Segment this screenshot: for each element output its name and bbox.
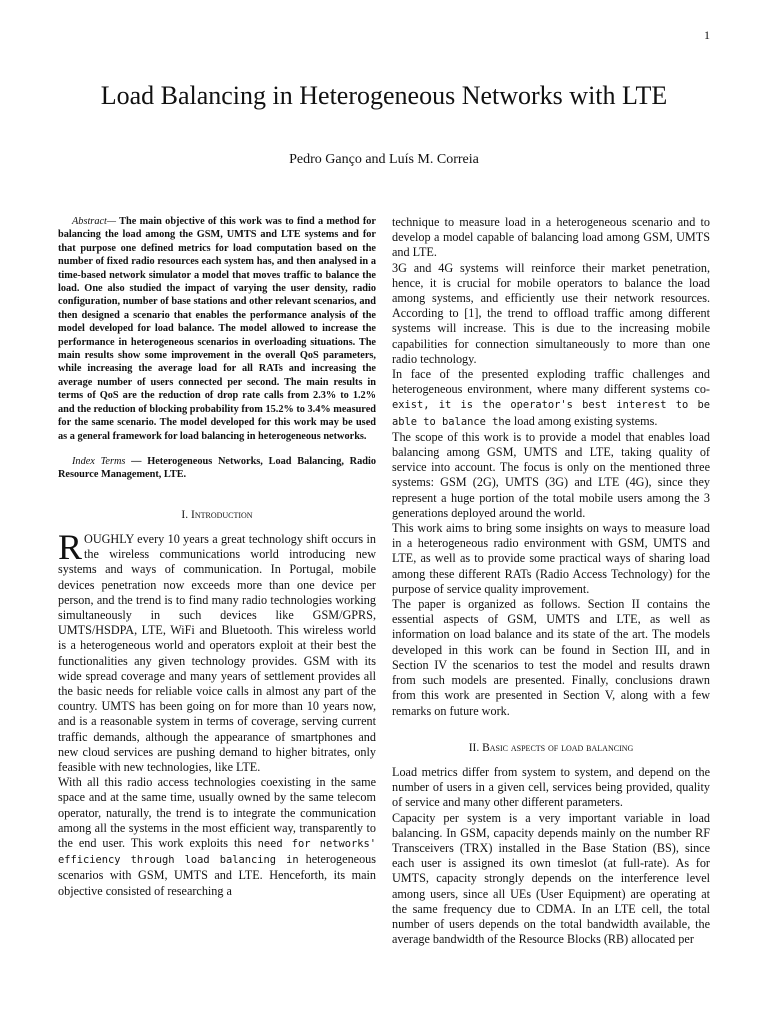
right-paragraph-8: Capacity per system is a very important variable in load balancing. In GSM, capacity depends mainly on the number RF Transceivers (TRX) installed in the Base Station (BS), since each user is assigned its own timeslot (at full-rate). As for UMTS, capacity strongly depends on the interference level among users, since all UEs (User Equipment) are operating at the same frequency due to CDMA. In an LTE cell, the total number of users depends on the total bandwidth available, the average bandwidth of the Resource Blocks (RB) allocated per	[392, 810, 710, 947]
authors: Pedro Ganço and Luís M. Correia	[289, 152, 479, 167]
right-paragraph-3a: In face of the presented exploding traffic challenges and heterogeneous environment, where many different systems co-	[392, 367, 710, 397]
right-paragraph-3c: load among existing systems.	[513, 413, 658, 428]
intro-paragraph-2a: With all this radio access technologies coexisting in the same space and at the same time, usually owned by the same telecom operator, naturally, the trend is to integrate the communication among all the systems in the most efficient way, transparently to the end user. This work exploits this	[58, 775, 376, 850]
index-terms-lead: Index Terms	[72, 455, 126, 467]
section-heading-introduction	[58, 508, 376, 523]
right-paragraph-3b: exist, it is the operator's best interest to be able to balance the	[392, 399, 710, 428]
section2-title: Basic aspects of load balancing	[482, 741, 634, 754]
section-numeral: I.	[181, 508, 191, 521]
section-title: Introduction	[190, 508, 253, 521]
intro-paragraph-2b: need for networks' efficiency through load balancing in	[58, 837, 377, 867]
drop-cap: R	[58, 526, 83, 567]
section-heading-basic-aspects	[392, 741, 710, 756]
intro-paragraph-2c: heterogeneous scenarios with GSM, UMTS and LTE. Henceforth, its main objective consisted of researching a	[58, 852, 376, 898]
right-column	[392, 215, 710, 947]
index-terms	[58, 455, 376, 482]
right-paragraph-7: Load metrics differ from system to system, and depend on the number of users in a given cell, services being provided, quality of service and many other different parameters.	[392, 764, 710, 810]
intro-paragraph-2	[58, 775, 376, 899]
left-column	[58, 215, 376, 899]
right-paragraph-3	[392, 367, 710, 430]
right-paragraph-5: This work aims to bring some insights on ways to measure load in a heterogeneous radio environment with GSM, UMTS and LTE, as well as to provide some practical ways of sharing load among these different RATs (Radio Access Technology) for the purpose of service quality improvement.	[392, 521, 710, 596]
intro-paragraph-1-text: OUGHLY every 10 years a great technology shift occurs in the wireless communications world introducing new systems and ways of communication. In Portugal, mobile devices penetration now exceeds more than one device per person, and the trend is to find many radio technologies working simultaneously in such devices like GSM/GPRS, UMTS/HSDPA, LTE, WiFi and Bluetooth. This wireless world is a heterogeneous world and operators exploit at their best the functionalities any given technology provides. GSM with its wide spread coverage and many years of settlement provides all the basic needs for reliable voice calls in almost any part of the country. UMTS has been going on for more than 10 years now, and is a reasonable system in terms of coverage, serving current traffic demands, although the appearance of smartphones and new cloud services are pushing demand to higher bitrates, only feasible with new technologies, like LTE.	[58, 531, 376, 774]
abstract	[58, 215, 376, 443]
right-paragraph-2: 3G and 4G systems will reinforce their market penetration, hence, it is crucial for mobile operators to balance the load among systems, and efficiently use their network resources. According to [1], the trend to offload traffic among different systems will increase. This is due to the increasing mobile capabilities for connection simultaneously to more than one radio technology.	[392, 260, 710, 366]
abstract-lead: Abstract—	[72, 216, 117, 227]
abstract-text: The main objective of this work was to find a method for balancing the load among the GSM, UMTS and LTE systems and for that purpose one defined metrics for load computation based on the number of fixed radio resources each system has, and then analysed in a time-based network simulator a model that moves traffic to balance the load. One also studied the impact of varying the user density, radio configuration, number of base stations and other relevant scenarios, and then designed a scenario that enables the performance analysis of the model developed for load balance. The model allowed to increase the performance in heterogeneous scenarios in overloading situations. The main results show some improvement in the overall QoS parameters, while increasing the average load for all RATs and increasing the average number of users connected per second. The main results in terms of QoS are the reduction of drop rate calls from 2.3% to 1.2% and the reduction of blocking probability from 15.2% to 3.4% measured for the same scenario. The model developed for this work may be used as a general framework for load balancing in heterogeneous networks.	[58, 216, 376, 442]
right-paragraph-6: The paper is organized as follows. Section II contains the essential aspects of GSM, UMTS and LTE, as well as information on load balance and its state of the art. The models developed in this work can be found in Section III, and in Section IV the scenarios to test the model and results drawn from such models are presented. Finally, conclusions drawn from this work are presented in Section V, along with a few remarks on future work.	[392, 597, 710, 718]
page-number: 1	[704, 28, 710, 42]
section2-numeral: II.	[468, 741, 483, 754]
index-terms-text: — Heterogeneous Networks, Load Balancing, Radio Resource Management, LTE.	[58, 455, 376, 481]
right-paragraph-1: technique to measure load in a heterogeneous scenario and to develop a model capable of balancing load among GSM, UMTS and LTE.	[392, 215, 710, 260]
right-paragraph-4: The scope of this work is to provide a model that enables load balancing among GSM, UMTS and LTE, taking quality of service into account. The focus is only on the mentioned three systems: GSM (2G), UMTS (3G) and LTE (4G), since they represent a huge portion of the total mobile users among the 3 generations deployed around the world.	[392, 429, 710, 520]
paper-title: Load Balancing in Heterogeneous Networks with LTE	[100, 81, 668, 110]
intro-paragraph-1	[58, 526, 376, 775]
